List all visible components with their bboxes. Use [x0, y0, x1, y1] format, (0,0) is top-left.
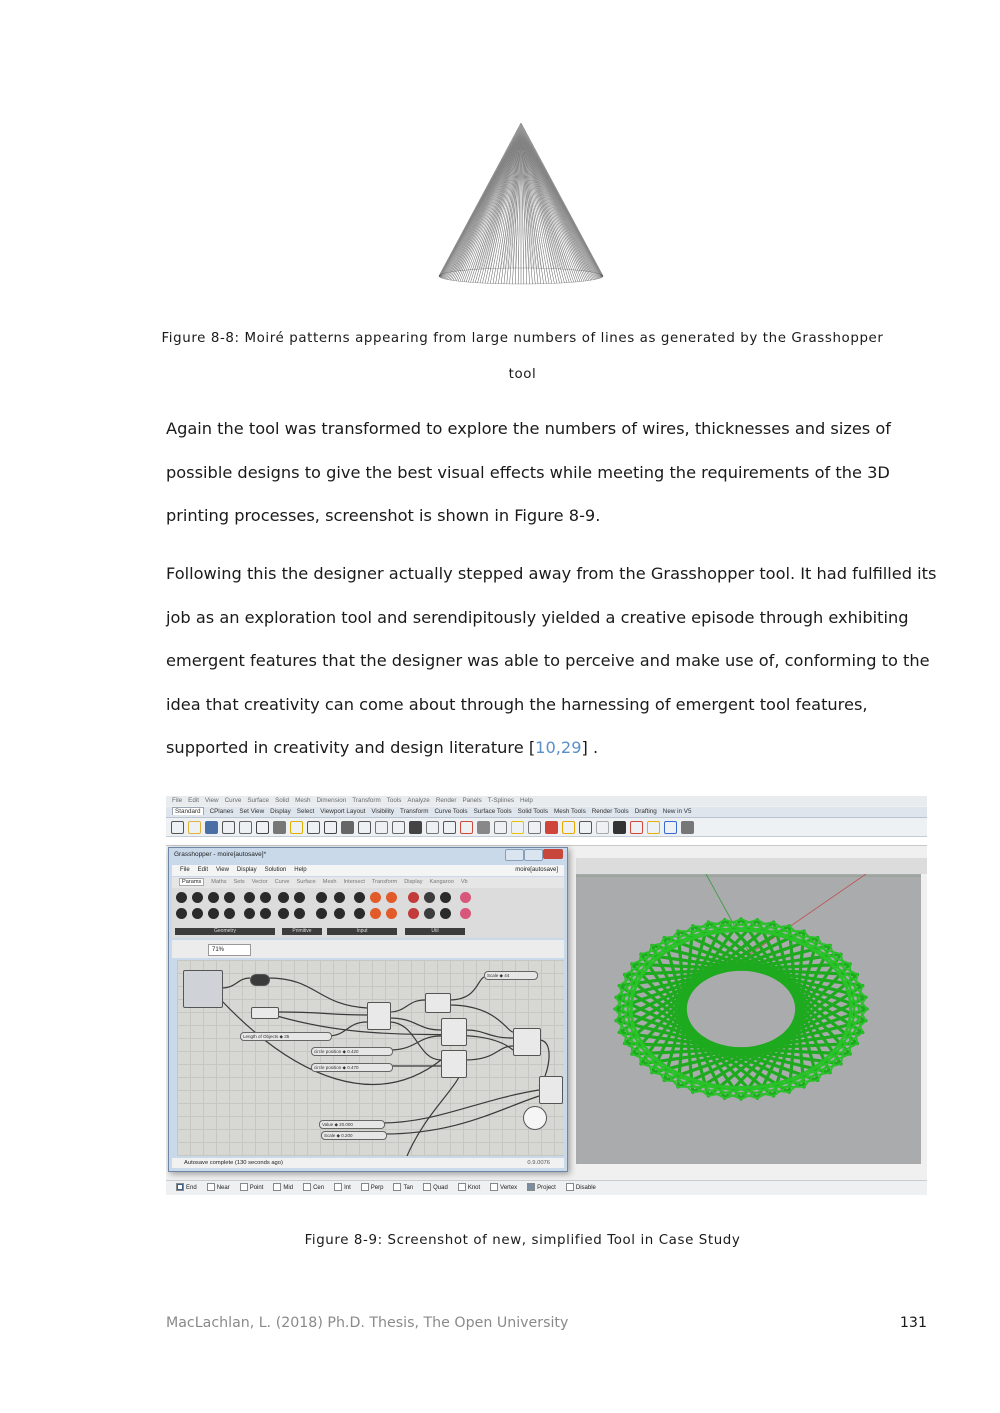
checkbox-icon[interactable] [423, 1183, 431, 1191]
slider-value: ◆ 0.200 [336, 1133, 353, 1138]
rhino-menu-curve[interactable]: Curve [224, 797, 242, 804]
grasshopper-window [168, 847, 568, 1172]
toolbar-tool-icon[interactable] [426, 821, 439, 834]
viewport-header [576, 858, 927, 874]
maximize-button[interactable] [524, 849, 543, 861]
gh-menu-help[interactable]: Help [294, 867, 307, 873]
minimize-button[interactable] [505, 849, 524, 861]
rhino-menu-dimension[interactable]: Dimension [316, 797, 347, 804]
component-icon[interactable] [440, 892, 451, 903]
rhino-tab-cplanes[interactable]: CPlanes [209, 808, 234, 815]
gh-menu-view[interactable]: View [216, 867, 229, 873]
component-icon[interactable] [260, 892, 271, 903]
component-icon[interactable] [208, 892, 219, 903]
component-icon[interactable] [334, 908, 345, 919]
osnap-quad[interactable] [418, 1185, 448, 1191]
rhino-tab-transform[interactable]: Transform [399, 808, 429, 815]
rhino-menu-mesh[interactable]: Mesh [295, 797, 311, 804]
figure-8-8-caption: Figure 8-8: Moiré patterns appearing from large numbers of lines as generated by the Grasshopper [161, 331, 884, 346]
rhino-menu-solid[interactable]: Solid [275, 797, 290, 804]
toolbar-tool-icon[interactable] [256, 821, 269, 834]
osnap-status-bar [166, 1180, 927, 1195]
toolbar-tool-icon[interactable] [477, 821, 490, 834]
osnap-label: Quad [433, 1185, 448, 1191]
canvas-wire [221, 978, 250, 988]
toolbar-tool-icon[interactable] [579, 821, 592, 834]
toolbar-tool-icon[interactable] [375, 821, 388, 834]
toolbar-tool-icon[interactable] [188, 821, 201, 834]
toolbar-tool-icon[interactable] [545, 821, 558, 834]
component-icon[interactable] [354, 908, 365, 919]
rhino-tab-select[interactable]: Select [296, 808, 315, 815]
osnap-cen[interactable] [298, 1185, 324, 1191]
version-label: 0.9.0076 [527, 1160, 550, 1166]
cone-line [521, 123, 571, 270]
component-icon[interactable] [278, 892, 289, 903]
figure-8-9-caption: Figure 8-9: Screenshot of new, simplified Tool in Case Study [304, 1233, 741, 1248]
canvas-wire [381, 1090, 539, 1123]
slider-label: Scale [324, 1133, 336, 1138]
toolbar-tool-icon[interactable] [171, 821, 184, 834]
cone-line [471, 123, 521, 270]
osnap-label: Point [249, 1185, 264, 1191]
component-icon[interactable] [370, 892, 381, 903]
move-node[interactable] [513, 1028, 541, 1056]
toolbar-tool-icon[interactable] [562, 821, 575, 834]
footer-citation: MacLachlan, L. (2018) Ph.D. Thesis, The Open University [166, 1315, 569, 1331]
toolbar-tool-icon[interactable] [681, 821, 694, 834]
ribbon-group-util[interactable]: Util [405, 928, 465, 935]
osnap-disable[interactable] [561, 1185, 596, 1191]
gh-menu-file[interactable]: File [180, 867, 190, 873]
paragraph-line: Following this the designer actually stepped away from the Grasshopper tool. It had fulfilled its [166, 564, 937, 583]
rhino-menu-panels[interactable]: Panels [462, 797, 482, 804]
component-icon[interactable] [370, 908, 381, 919]
colour-swatch-node[interactable] [523, 1106, 547, 1130]
canvas-wire [465, 1046, 513, 1060]
cone-moire-figure [420, 118, 625, 293]
slider-label: circle position [314, 1049, 342, 1054]
checkbox-icon[interactable] [566, 1183, 574, 1191]
component-icon[interactable] [334, 892, 345, 903]
component-icon[interactable] [294, 892, 305, 903]
rhino-tab-standard[interactable]: Standard [172, 807, 204, 815]
osnap-label: Mid [283, 1185, 294, 1191]
rhino-tab-mesh-tools[interactable]: Mesh Tools [553, 808, 586, 815]
component-icon[interactable] [386, 908, 397, 919]
gh-tab-vector[interactable]: Vector [251, 879, 268, 885]
geometry-param-node[interactable] [183, 970, 223, 1008]
rhino-menu-file[interactable]: File [172, 797, 183, 804]
grasshopper-title: Grasshopper - moire[autosave]* [174, 851, 267, 858]
osnap-project[interactable] [522, 1185, 556, 1191]
checkbox-icon[interactable] [458, 1183, 466, 1191]
component-icon[interactable] [224, 892, 235, 903]
component-icon[interactable] [424, 908, 435, 919]
rhino-standard-toolbar [166, 818, 927, 837]
zoom-level[interactable]: 71% [208, 944, 251, 956]
gh-document-name: moire[autosave] [515, 867, 558, 873]
gh-tab-maths[interactable]: Maths [211, 879, 227, 885]
component-icon[interactable] [176, 908, 187, 919]
rhino-menu-t-splines[interactable]: T-Splines [487, 797, 514, 804]
toolbar-tool-icon[interactable] [664, 821, 677, 834]
canvas-wire [277, 1012, 367, 1015]
toolbar-tool-icon[interactable] [460, 821, 473, 834]
rhino-tab-drafting[interactable]: Drafting [634, 808, 657, 815]
toolbar-tool-icon[interactable] [205, 821, 218, 834]
checkbox-icon[interactable] [240, 1183, 248, 1191]
close-button[interactable] [543, 849, 563, 859]
checkbox-icon[interactable] [176, 1183, 184, 1191]
rhino-toolbar-tabs [166, 807, 927, 818]
toolbar-tool-icon[interactable] [613, 821, 626, 834]
component-icon[interactable] [408, 908, 419, 919]
cone-line [466, 123, 521, 270]
paragraph-stepped-away [166, 552, 937, 770]
grasshopper-component-tabs [172, 877, 564, 888]
canvas-wire [268, 978, 367, 1008]
component-icon[interactable] [192, 892, 203, 903]
command-line [166, 837, 927, 846]
osnap-label: Int [344, 1185, 351, 1191]
toolbar-tool-icon[interactable] [409, 821, 422, 834]
canvas-wire [328, 1022, 367, 1036]
rhino-menu-analyze[interactable]: Analyze [407, 797, 430, 804]
toolbar-tool-icon[interactable] [307, 821, 320, 834]
slider-value: ◆ 35 [279, 1034, 290, 1039]
component-icon[interactable] [424, 892, 435, 903]
checkbox-icon[interactable] [207, 1183, 215, 1191]
checkbox-icon[interactable] [273, 1183, 281, 1191]
rhino-tab-curve-tools[interactable]: Curve Tools [434, 808, 468, 815]
osnap-mid[interactable] [268, 1185, 293, 1191]
component-icon[interactable] [408, 892, 419, 903]
ribbon-group-primitive[interactable]: Primitive [282, 928, 322, 935]
toolbar-tool-icon[interactable] [341, 821, 354, 834]
slider-label: Scale [487, 973, 499, 978]
checkbox-icon[interactable] [334, 1183, 342, 1191]
page-number: 131 [899, 1315, 927, 1331]
slider-top[interactable] [484, 971, 538, 980]
rhino-menu-tools[interactable]: Tools [386, 797, 402, 804]
osnap-vertex[interactable] [485, 1185, 517, 1191]
osnap-label: Perp [370, 1185, 384, 1191]
gh-tab-transform[interactable]: Transform [371, 879, 398, 885]
osnap-knot[interactable] [453, 1185, 480, 1191]
gh-tab-sets[interactable]: Sets [233, 879, 245, 885]
rhino-menu-surface[interactable]: Surface [247, 797, 270, 804]
rhino-tab-set-view[interactable]: Set View [239, 808, 265, 815]
component-icon[interactable] [244, 908, 255, 919]
canvas-wire [389, 1022, 441, 1060]
cone-line [458, 123, 521, 271]
slider-scale[interactable] [321, 1131, 387, 1140]
slider-length-of-objects[interactable] [240, 1032, 332, 1041]
component-icon[interactable] [260, 908, 271, 919]
osnap-int[interactable] [329, 1185, 351, 1191]
divide-node[interactable] [367, 1002, 391, 1030]
toolbar-tool-icon[interactable] [324, 821, 337, 834]
rhino-menu-help[interactable]: Help [519, 797, 533, 804]
figure-8-8-caption-continued: tool [508, 367, 537, 382]
rhino-tab-solid-tools[interactable]: Solid Tools [517, 808, 548, 815]
rhino-tab-surface-tools[interactable]: Surface Tools [473, 808, 512, 815]
osnap-label: Near [216, 1185, 230, 1191]
rhino-tab-viewport-layout[interactable]: Viewport Layout [320, 808, 366, 815]
slider-circle-position-1[interactable] [311, 1047, 393, 1056]
osnap-perp[interactable] [356, 1185, 384, 1191]
component-icon[interactable] [316, 892, 327, 903]
component-icon[interactable] [244, 892, 255, 903]
rhino-menu-render[interactable]: Render [435, 797, 457, 804]
green-line-lattice-render [576, 874, 921, 1164]
expression-node[interactable] [251, 1007, 279, 1019]
toolbar-tool-icon[interactable] [511, 821, 524, 834]
paragraph-tool-transformed [166, 407, 906, 538]
grasshopper-menu-bar [172, 865, 564, 876]
component-icon[interactable] [192, 908, 203, 919]
perspective-viewport [576, 874, 921, 1164]
toolbar-tool-icon[interactable] [290, 821, 303, 834]
gh-tab-curve[interactable]: Curve [274, 879, 290, 885]
rhino-tab-visibility[interactable]: Visibility [371, 808, 394, 815]
checkbox-icon[interactable] [527, 1183, 535, 1191]
component-icon[interactable] [316, 908, 327, 919]
rhino-menu-edit[interactable]: Edit [188, 797, 200, 804]
component-icon[interactable] [224, 908, 235, 919]
circle-node[interactable] [250, 974, 270, 986]
rhino-menu-bar [166, 796, 927, 806]
toolbar-tool-icon[interactable] [222, 821, 235, 834]
toolbar-tool-icon[interactable] [630, 821, 643, 834]
component-icon[interactable] [460, 908, 471, 919]
grasshopper-status-bar [172, 1158, 564, 1168]
osnap-label: Tan [403, 1185, 414, 1191]
osnap-label: Project [537, 1185, 556, 1191]
osnap-near[interactable] [202, 1185, 230, 1191]
paragraph-line-with-citation [166, 726, 906, 770]
checkbox-icon[interactable] [490, 1183, 498, 1191]
paragraph-line: job as an exploration tool and serendipitously yielded a creative episode through exhibiting [166, 607, 909, 627]
toolbar-tool-icon[interactable] [528, 821, 541, 834]
toolbar-tool-icon[interactable] [494, 821, 507, 834]
component-icon[interactable] [354, 892, 365, 903]
gh-menu-solution[interactable]: Solution [264, 867, 287, 873]
rhino-menu-transform[interactable]: Transform [352, 797, 381, 804]
osnap-label: Disable [575, 1185, 596, 1191]
component-icon[interactable] [294, 908, 305, 919]
rhino-grasshopper-screenshot [166, 796, 927, 1195]
graph-node-2[interactable] [441, 1050, 467, 1078]
slider-label: Length of Objects [243, 1034, 279, 1039]
checkbox-icon[interactable] [361, 1183, 369, 1191]
slider-value: ◆ 0.470 [342, 1065, 359, 1070]
toolbar-tool-icon[interactable] [443, 821, 456, 834]
toolbar-tool-icon[interactable] [239, 821, 252, 834]
citation-link[interactable]: 10,29 [535, 738, 582, 757]
canvas-wire [449, 977, 484, 1000]
slider-value[interactable] [319, 1120, 385, 1129]
ribbon-group-geometry[interactable]: Geometry [175, 928, 275, 935]
citation-suffix: ] . [581, 738, 599, 757]
component-icon[interactable] [460, 892, 471, 903]
gh-menu-display[interactable]: Display [236, 867, 257, 873]
autosave-status: Autosave complete (130 seconds ago) [184, 1160, 283, 1166]
grasshopper-canvas[interactable] [177, 960, 564, 1156]
gh-tab-intersect[interactable]: Intersect [343, 879, 365, 885]
paragraph-line: idea that creativity can come about through the harnessing of emergent tool features, [166, 694, 868, 714]
slider-value: ◆ 20.000 [334, 1122, 353, 1127]
slider-circle-position-2[interactable] [311, 1063, 393, 1072]
citation-prefix: supported in creativity and design literature [ [166, 738, 536, 757]
grasshopper-component-ribbon [172, 888, 564, 938]
gh-tab-params[interactable]: Params [179, 878, 204, 886]
component-icon[interactable] [208, 908, 219, 919]
scale-node[interactable] [539, 1076, 563, 1104]
line-node-top[interactable] [425, 993, 451, 1013]
slider-value: ◆ 0.420 [342, 1049, 359, 1054]
paragraph-line: Again the tool was transformed to explore the numbers of wires, thicknesses and sizes of [166, 419, 891, 438]
paragraph-line: possible designs to give the best visual effects while meeting the requirements of the 3D [166, 462, 890, 482]
rhino-tab-display[interactable]: Display [270, 808, 291, 815]
canvas-wire [383, 1096, 539, 1134]
component-icon[interactable] [386, 892, 397, 903]
toolbar-tool-icon[interactable] [358, 821, 371, 834]
cone-line [521, 123, 576, 270]
cone-line [521, 123, 584, 271]
osnap-label: Cen [313, 1185, 325, 1191]
gh-tab-vb[interactable]: Vb [460, 879, 468, 885]
component-icon[interactable] [176, 892, 187, 903]
osnap-tan[interactable] [388, 1185, 413, 1191]
gh-menu-edit[interactable]: Edit [197, 867, 209, 873]
component-icon[interactable] [278, 908, 289, 919]
graph-node-1[interactable] [441, 1018, 467, 1046]
slider-label: circle position [314, 1065, 342, 1070]
canvas-wire [389, 1000, 425, 1012]
ribbon-group-input[interactable]: Input [327, 928, 397, 935]
paragraph-line: printing processes, screenshot is shown in Figure 8-9. [166, 506, 601, 525]
toolbar-tool-icon[interactable] [392, 821, 405, 834]
component-icon[interactable] [440, 908, 451, 919]
paragraph-line: emergent features that the designer was able to perceive and make use of, conforming to the [166, 651, 930, 670]
checkbox-icon[interactable] [303, 1183, 311, 1191]
osnap-label: End [186, 1185, 197, 1191]
checkbox-icon[interactable] [393, 1183, 401, 1191]
slider-value: ◆ 44 [499, 973, 510, 978]
gh-tab-surface[interactable]: Surface [296, 879, 316, 885]
toolbar-tool-icon[interactable] [273, 821, 286, 834]
toolbar-tool-icon[interactable] [647, 821, 660, 834]
gh-tab-kangaroo[interactable]: Kangaroo [429, 879, 454, 885]
osnap-end[interactable] [171, 1185, 197, 1191]
gh-tab-display[interactable]: Display [404, 879, 423, 885]
osnap-label: Knot [467, 1185, 481, 1191]
osnap-point[interactable] [235, 1185, 264, 1191]
rhino-tab-new-in-v5[interactable]: New in V5 [662, 808, 692, 815]
slider-label: Value [322, 1122, 334, 1127]
rhino-tab-render-tools[interactable]: Render Tools [591, 808, 629, 815]
rhino-menu-view[interactable]: View [205, 797, 219, 804]
osnap-label: Vertex [500, 1185, 518, 1191]
canvas-wire [389, 1018, 441, 1030]
toolbar-tool-icon[interactable] [596, 821, 609, 834]
gh-tab-mesh[interactable]: Mesh [322, 879, 337, 885]
